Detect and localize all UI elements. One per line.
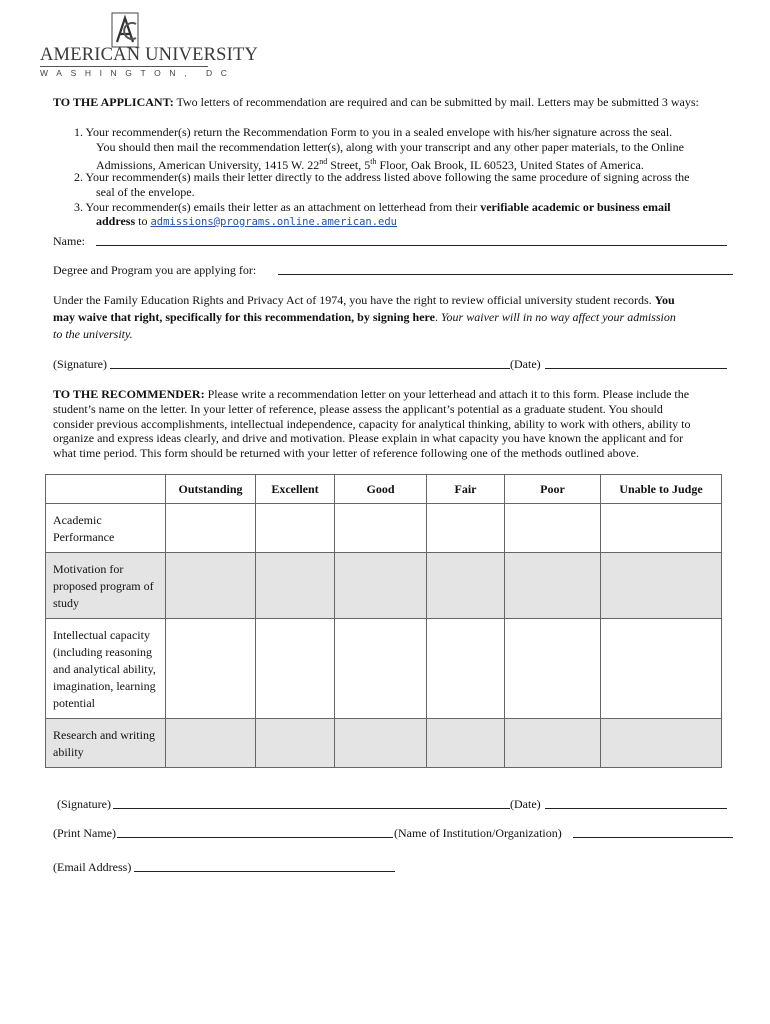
applicant-intro: [53, 95, 733, 110]
email-field[interactable]: [134, 871, 395, 872]
rating-cell[interactable]: [601, 619, 722, 719]
waiver-date-label: (Date): [510, 357, 541, 371]
rating-cell[interactable]: [427, 553, 505, 619]
applicant-heading: TO THE APPLICANT:: [53, 95, 174, 109]
applicant-item-2: 2. Your recommender(s) mails their letter directly to the address listed above following the same procedure of signing across the: [74, 170, 690, 184]
university-crest-icon: [110, 12, 140, 48]
logo-location: WASHINGTON, DC: [40, 68, 236, 78]
table-row: [46, 619, 722, 719]
criteria-header: [46, 475, 166, 504]
print-name-field[interactable]: [117, 837, 393, 838]
recommender-signature-field[interactable]: [113, 808, 510, 809]
criterion-label: Research and writing ability: [46, 719, 166, 768]
rating-cell[interactable]: [505, 553, 601, 619]
recommender-signature-label: (Signature): [57, 797, 111, 811]
rating-cell[interactable]: [427, 504, 505, 553]
rating-cell[interactable]: [256, 619, 335, 719]
rating-cell[interactable]: [601, 553, 722, 619]
applicant-item-1-address: Admissions, American University, 1415 W. 22nd Street, 5th Floor, Oak Brook, IL 60523, United States of America.: [96, 157, 644, 172]
table-row: [46, 504, 722, 553]
rating-cell[interactable]: [505, 719, 601, 768]
email-label: (Email Address): [53, 860, 132, 874]
rating-cell[interactable]: [427, 719, 505, 768]
rating-table: [45, 474, 722, 768]
rating-cell[interactable]: [256, 504, 335, 553]
applicant-item-3: 3. Your recommender(s) emails their letter as an attachment on letterhead from their verifiable academic or business email: [74, 200, 671, 214]
waiver-signature-label: (Signature): [53, 357, 107, 371]
rating-cell[interactable]: [601, 719, 722, 768]
column-header: Unable to Judge: [601, 475, 722, 504]
rating-cell[interactable]: [505, 504, 601, 553]
rating-cell[interactable]: [335, 619, 427, 719]
column-header: Excellent: [256, 475, 335, 504]
recommender-heading: TO THE RECOMMENDER:: [53, 387, 205, 401]
rating-cell[interactable]: [335, 504, 427, 553]
logo-divider: [40, 66, 208, 67]
rating-cell[interactable]: [166, 719, 256, 768]
waiver-date-field[interactable]: [545, 368, 727, 369]
applicant-item-2-cont: seal of the envelope.: [96, 185, 195, 199]
rating-cell[interactable]: [335, 719, 427, 768]
admissions-email-link[interactable]: admissions@programs.online.american.edu: [150, 216, 398, 228]
applicant-item-1-cont: You should then mail the recommendation letter(s), along with your transcript and any other paper materials, to the Online: [96, 140, 684, 154]
rating-cell[interactable]: [166, 553, 256, 619]
institution-label: (Name of Institution/Organization): [394, 826, 562, 840]
degree-field[interactable]: [278, 274, 733, 275]
institution-field[interactable]: [573, 837, 733, 838]
waiver-signature-field[interactable]: [110, 368, 510, 369]
rating-cell[interactable]: [601, 504, 722, 553]
logo-name: AMERICAN UNIVERSITY: [40, 45, 259, 65]
applicant-intro-text: Two letters of recommendation are required and can be submitted by mail. Letters may be submitted 3 ways:: [173, 95, 699, 109]
rating-cell[interactable]: [166, 504, 256, 553]
column-header: Poor: [505, 475, 601, 504]
rating-cell[interactable]: [335, 553, 427, 619]
table-row: [46, 719, 722, 768]
name-field[interactable]: [96, 245, 727, 246]
recommender-date-field[interactable]: [545, 808, 727, 809]
criterion-label: Intellectual capacity (including reasoning and analytical ability, imagination, learning potential: [46, 619, 166, 719]
rating-cell[interactable]: [505, 619, 601, 719]
column-header: Good: [335, 475, 427, 504]
name-label: Name:: [53, 234, 85, 248]
table-row: [46, 553, 722, 619]
applicant-item-1: 1. Your recommender(s) return the Recommendation Form to you in a sealed envelope with his/her signature across the seal.: [74, 125, 673, 139]
column-header: Outstanding: [166, 475, 256, 504]
rating-header-row: [46, 475, 722, 504]
applicant-item-3-cont: address to admissions@programs.online.american.edu: [96, 214, 398, 228]
recommender-instructions: TO THE RECOMMENDER: Please write a recommendation letter on your letterhead and attach it to this form. Please include the student’s name on the letter. In your letter of reference, please assess the applicant’s potential as a graduate student. You should consider previous accomplishments, intellectual independence, capacity for analytical thinking, ability to work with others, ability to organize and express ideas clearly, and drive and motivation. Please explain in what capacity you have known the applicant and for what time period. This form should be returned with your letter of reference following one of the methods outlined above.: [53, 387, 691, 461]
ferpa-notice: Under the Family Education Rights and Privacy Act of 1974, you have the right to review official university student records. You may waive that right, specifically for this recommendation, by signing here. Your waiver will in no way affect your admission to the university.: [53, 293, 676, 341]
criterion-label: Academic Performance: [46, 504, 166, 553]
criterion-label: Motivation for proposed program of study: [46, 553, 166, 619]
rating-cell[interactable]: [166, 619, 256, 719]
recommender-date-label: (Date): [510, 797, 541, 811]
degree-label: Degree and Program you are applying for:: [53, 263, 257, 277]
column-header: Fair: [427, 475, 505, 504]
print-name-label: (Print Name): [53, 826, 116, 840]
rating-cell[interactable]: [256, 553, 335, 619]
rating-cell[interactable]: [256, 719, 335, 768]
rating-cell[interactable]: [427, 619, 505, 719]
